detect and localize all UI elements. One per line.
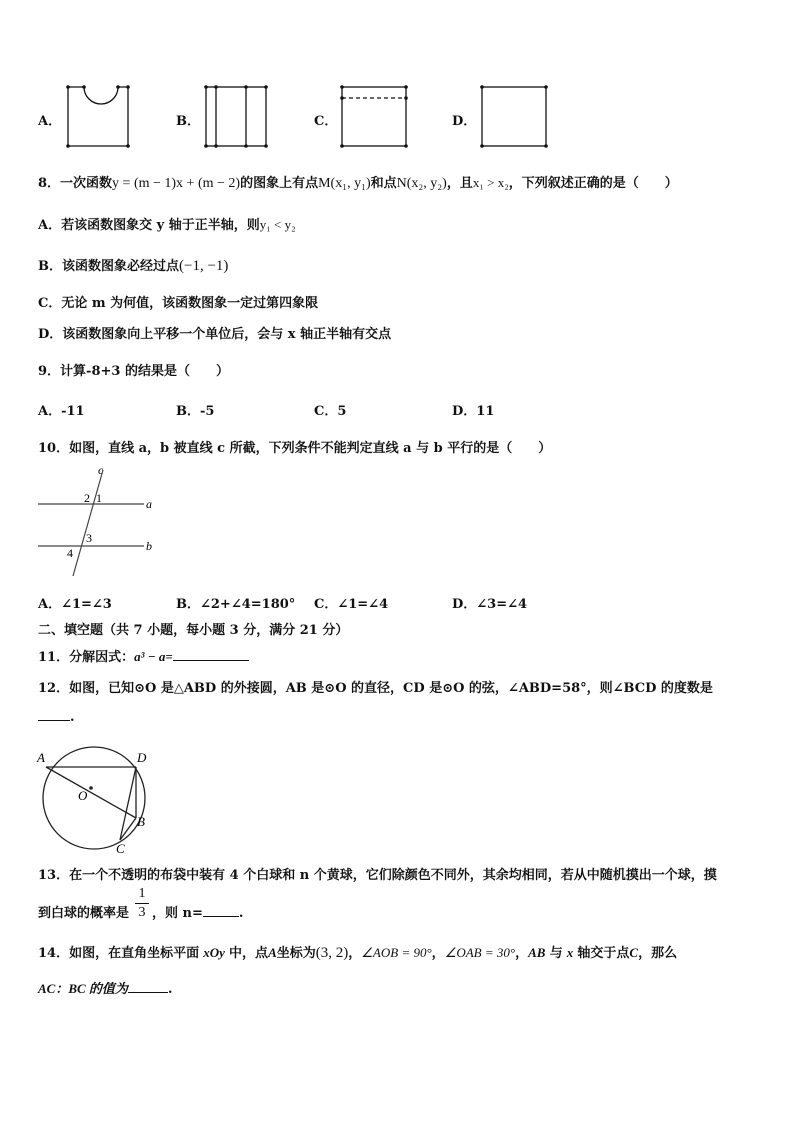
q8-stem-c: 和点 bbox=[370, 176, 397, 191]
q9-option-a: A．-11 bbox=[38, 404, 85, 419]
q12-answer-line bbox=[38, 708, 75, 725]
q12-label-a: A bbox=[37, 750, 45, 765]
q8-point-m: M(x₁, y₁) bbox=[318, 176, 371, 191]
q14-stem-e: 与 bbox=[549, 946, 563, 961]
q8-option-b-math: (−1, −1) bbox=[179, 258, 229, 274]
q7-option-c-figure bbox=[336, 82, 412, 152]
q11-answer-blank[interactable] bbox=[173, 648, 249, 661]
q8-condition: x₁ > x₂ bbox=[472, 175, 509, 190]
q13-fraction-numerator: 1 bbox=[138, 886, 146, 901]
q14-ratio-text: AC：BC 的值为 bbox=[38, 981, 128, 996]
q10-label-c: c bbox=[98, 463, 104, 477]
q13-end: . bbox=[238, 906, 244, 921]
q11 bbox=[38, 646, 249, 665]
q8-option-c: C．无论 m 为何值，该函数图象一定过第四象限 bbox=[38, 296, 319, 311]
q8-option-b bbox=[38, 255, 228, 275]
q14-x-axis: x bbox=[566, 945, 574, 960]
q13-line2-rest bbox=[152, 902, 243, 921]
q14-xoy: xOy bbox=[203, 945, 225, 960]
q14-stem-c: 坐标为 bbox=[276, 946, 316, 961]
q8-option-a bbox=[38, 214, 296, 233]
q12-label-d: D bbox=[137, 750, 147, 765]
q13-line2-b: ，则 n= bbox=[152, 906, 203, 921]
q9-option-c: C．5 bbox=[314, 404, 347, 419]
q13-fraction-bar bbox=[135, 903, 149, 904]
q8-point-n: N(x₂, y₂) bbox=[396, 176, 447, 191]
section-heading: 二、填空题（共 7 小题，每小题 3 分，满分 21 分） bbox=[38, 623, 349, 638]
q8-stem-e: ，下列叙述正确的是（ ） bbox=[508, 176, 678, 191]
q12-figure bbox=[36, 748, 156, 856]
q10-label-a: a bbox=[146, 497, 152, 511]
q14-end: . bbox=[167, 982, 173, 997]
q7-option-a-label: A． bbox=[38, 114, 62, 129]
q7-option-d-label: D． bbox=[452, 114, 477, 129]
q14-stem-g: 轴交于点 bbox=[577, 946, 630, 961]
q14-stem-h: ，那么 bbox=[638, 946, 678, 961]
q13-answer-blank[interactable] bbox=[203, 904, 239, 917]
q10-angle-4: 4 bbox=[67, 546, 73, 560]
q8-stem-b: 的图象上有点 bbox=[240, 176, 319, 191]
q13-line2-a: 到白球的概率是 bbox=[38, 906, 130, 921]
q10-figure bbox=[36, 462, 161, 580]
q8-formula: y = (m − 1)x + (m − 2) bbox=[112, 176, 241, 191]
q10-angle-2: 2 bbox=[84, 491, 90, 505]
q14-stem-b: 中，点 bbox=[229, 946, 269, 961]
q14-stem-a: 14．如图，在直角坐标平面 bbox=[38, 946, 200, 961]
q8-option-d: D．该函数图象向上平移一个单位后，会与 x 轴正半轴有交点 bbox=[38, 327, 392, 342]
q8-option-b-text: B．该函数图象必经过点 bbox=[38, 259, 179, 274]
q14-stem: 14．如图，在直角坐标平面 xOy 中，点A坐标为(3, 2)，∠AOB = 90°，∠OAB = 30°，AB 与 x 轴交于点C，那么 bbox=[38, 945, 678, 961]
q12-answer-blank[interactable] bbox=[38, 708, 70, 721]
q14-point-c: C bbox=[629, 945, 639, 960]
q10-label-b: b bbox=[146, 539, 152, 553]
q14-point-a: A bbox=[268, 945, 277, 960]
q14-answer-blank[interactable] bbox=[128, 980, 168, 993]
q7-option-c-label: C． bbox=[314, 114, 338, 129]
q10-angle-1: 1 bbox=[96, 491, 102, 505]
q10-option-d: D．∠3=∠4 bbox=[452, 597, 528, 612]
q8-stem bbox=[38, 172, 678, 192]
q14-line2 bbox=[38, 978, 172, 997]
q14-angle-oab: ∠OAB = 30° bbox=[444, 945, 516, 960]
q14-angle-aob: ∠AOB = 90° bbox=[361, 945, 432, 960]
q13-fraction bbox=[135, 886, 149, 921]
q8-option-a-text: A．若该函数图象交 y 轴于正半轴，则 bbox=[38, 218, 260, 233]
q9-option-d: D．11 bbox=[452, 404, 495, 419]
q10-angle-3: 3 bbox=[86, 531, 92, 545]
q11-stem: 11．分解因式： bbox=[38, 650, 135, 665]
q7-option-b-label: B． bbox=[176, 114, 200, 129]
q7-option-d-figure bbox=[476, 82, 552, 152]
q13-fraction-denominator: 3 bbox=[138, 905, 146, 920]
q12-end: . bbox=[70, 710, 75, 725]
q10-option-a: A．∠1=∠3 bbox=[38, 597, 112, 612]
q10-option-b: B．∠2+∠4=180° bbox=[176, 597, 296, 612]
q7-option-b-figure bbox=[200, 82, 272, 152]
q11-expression: a³ − a= bbox=[134, 649, 173, 664]
q12-stem: 12．如图，已知⊙O 是△ABD 的外接圆，AB 是⊙O 的直径，CD 是⊙O 的弦，∠ABD=58°，则∠BCD 的度数是 bbox=[38, 681, 713, 696]
q8-stem-d: ，且 bbox=[446, 176, 473, 191]
q10-option-c: C．∠1=∠4 bbox=[314, 597, 389, 612]
q14-segment-ab: AB bbox=[528, 945, 546, 960]
q12-label-c: C bbox=[116, 841, 125, 856]
q12-label-b: B bbox=[137, 814, 145, 829]
q7-option-a-figure bbox=[62, 82, 134, 152]
q8-stem-a: 8．一次函数 bbox=[38, 176, 113, 191]
q13-stem: 13．在一个不透明的布袋中装有 4 个白球和 n 个黄球，它们除颜色不同外，其余均相同，若从中随机摸出一个球，摸 bbox=[38, 868, 717, 883]
q9-option-b: B．-5 bbox=[176, 404, 215, 419]
q8-option-a-math: y₁ < y₂ bbox=[259, 217, 296, 232]
q12-label-o: O bbox=[78, 788, 88, 803]
q9-stem: 9．计算-8+3 的结果是（ ） bbox=[38, 364, 229, 379]
q14-coordinate: (3, 2) bbox=[315, 945, 349, 961]
q10-stem: 10．如图，直线 a，b 被直线 c 所截，下列条件不能判定直线 a 与 b 平行的是（ ） bbox=[38, 441, 552, 456]
